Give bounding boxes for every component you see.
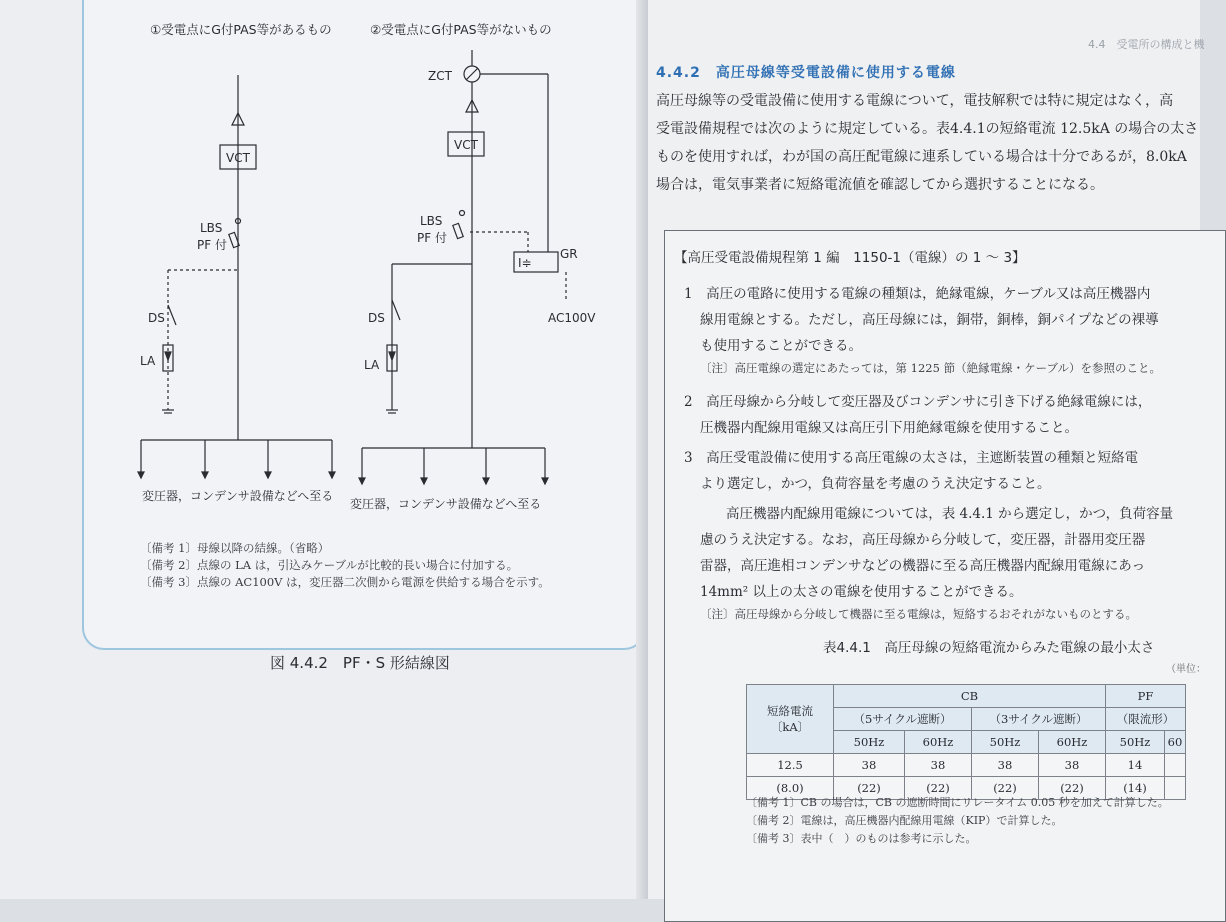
table-cell: (14): [1106, 777, 1165, 800]
table-cell: 38: [905, 754, 972, 777]
relay-symbol: I≑: [518, 256, 532, 270]
row-header-line: 短絡電流: [767, 704, 813, 718]
regulation-line: 線用電線とする。ただし，高圧母線には，銅帯，銅棒，銅パイプなどの裸導: [700, 312, 1159, 328]
regulation-line: 2 高圧母線から分岐して変圧器及びコンデンサに引き下げる絶縁電線には，: [684, 394, 1152, 410]
ds-label: DS: [148, 311, 165, 325]
lbs-label: LBS: [200, 221, 223, 235]
body-line: ものを使用すれば，わが国の高圧配電線に連系している場合は十分であるが，8.0kA: [656, 149, 1187, 165]
regulation-note: 〔注〕高圧電線の選定にあたっては，第 1225 節（絶縁電線・ケーブル）を参照のこと。: [700, 361, 1162, 375]
la-label: LA: [140, 354, 156, 368]
regulation-line: 圧機器内配線用電線又は高圧引下用絶縁電線を使用すること。: [700, 420, 1078, 436]
regulation-line: も使用することができる。: [700, 338, 862, 354]
figure-notes: [140, 540, 550, 591]
group-header-pf: PF: [1106, 685, 1186, 708]
variant2-label: ②受電点にG付PAS等がないもの: [370, 22, 552, 37]
table-cell: (22): [1039, 777, 1106, 800]
regulation-note: 〔注〕高圧母線から分岐して機器に至る電線は，短絡するおそれがないものとする。: [700, 607, 1137, 621]
right-page: [648, 0, 1206, 899]
table-cell: (22): [905, 777, 972, 800]
ac100v-label: AC100V: [548, 311, 596, 325]
variant1-label: ①受電点にG付PAS等があるもの: [150, 22, 332, 37]
zct-label: ZCT: [428, 69, 452, 83]
body-line: 場合は，電気事業者に短絡電流値を確認してから選択することになる。: [656, 177, 1104, 193]
figure-note: 〔備考 2〕点線の LA は，引込みケーブルが比較的長い場合に付加する。: [140, 558, 519, 572]
gr-label: GR: [560, 247, 578, 261]
freq-header: 50Hz: [834, 731, 905, 754]
sub-header: （限流形）: [1106, 708, 1186, 731]
sub-header: （5サイクル遮断）: [834, 708, 972, 731]
regulation-line: 3 高圧受電設備に使用する高圧電線の太さは，主遮断装置の種類と短絡電: [684, 450, 1139, 466]
lbs-label-2: LBS: [420, 214, 443, 228]
figure-note: 〔備考 3〕点線の AC100V は，変圧器二次側から電源を供給する場合を示す。: [140, 575, 550, 589]
table-note: 〔備考 3〕表中（ ）のものは参考に示した。: [746, 832, 977, 845]
pf-label: PF 付: [197, 238, 227, 252]
table-unit: （単位：: [1166, 664, 1206, 675]
group-header-cb: CB: [834, 685, 1106, 708]
table-cell: 38: [972, 754, 1039, 777]
table-note: 〔備考 2〕電線は，高圧機器内配線用電線（KIP）で計算した。: [746, 814, 1063, 827]
freq-header: 50Hz: [1106, 731, 1165, 754]
body-line: 受電設備規程では次のように規定している。表4.4.1の短絡電流 12.5kA の場合の太さ: [656, 121, 1199, 137]
table-row: [747, 754, 1186, 777]
la-label-2: LA: [364, 358, 380, 372]
row-header-line: 〔kA〕: [770, 720, 810, 734]
row-header-cell: [747, 685, 834, 754]
table-cell: 14: [1106, 754, 1165, 777]
freq-header: 60Hz: [1039, 731, 1106, 754]
vct-label-2: VCT: [454, 138, 478, 152]
table-note: 〔備考 1〕CB の場合は，CB の遮断時間にリレータイム 0.05 秒を加えて計算した。: [746, 796, 1169, 809]
regulation-line: 14mm² 以上の太さの電線を使用することができる。: [700, 584, 1023, 600]
freq-header: 50Hz: [972, 731, 1039, 754]
regulation-line: 慮のうえ決定する。なお，高圧母線から分岐して，変圧器，計器用変圧器: [700, 532, 1146, 548]
table-cell: [1165, 754, 1186, 777]
table-cell: 12.5: [747, 754, 834, 777]
table-notes: [746, 794, 1169, 848]
feeder-caption-1: 変圧器，コンデンサ設備などへ至る: [142, 489, 334, 503]
table-cell: 38: [834, 754, 905, 777]
figure-title: 図 4.4.2 PF・S 形結線図: [270, 654, 450, 672]
sub-header: （3サイクル遮断）: [972, 708, 1106, 731]
regulation-line: 高圧機器内配線用電線については，表 4.4.1 から選定し，かつ，負荷容量: [726, 506, 1174, 522]
table-cell: (8.0): [747, 777, 834, 800]
freq-header: 60: [1165, 731, 1186, 754]
min-wire-size-table: [746, 684, 1186, 800]
table-cell: (22): [972, 777, 1039, 800]
variant1-diagram: [138, 75, 335, 503]
variant2-diagram: [350, 50, 596, 511]
regulation-title: 【高圧受電設備規程第 1 編 1150-1（電線）の 1 ～ 3】: [674, 250, 1026, 266]
feeder-caption-2: 変圧器，コンデンサ設備などへ至る: [350, 497, 542, 511]
pf-label-2: PF 付: [417, 231, 447, 245]
vct-label: VCT: [226, 151, 250, 165]
ds-label-2: DS: [368, 311, 385, 325]
running-head: 4.4 受電所の構成と機: [1088, 38, 1205, 51]
section-heading: 4.4.2 高圧母線等受電設備に使用する電線: [656, 65, 956, 81]
table-caption: 表4.4.1 高圧母線の短絡電流からみた電線の最小太さ: [823, 640, 1155, 656]
figure-note: 〔備考 1〕母線以降の結線。（省略）: [140, 541, 330, 555]
freq-header: 60Hz: [905, 731, 972, 754]
regulation-line: 1 高圧の電路に使用する電線の種類は，絶縁電線，ケーブル又は高圧機器内: [684, 286, 1151, 302]
regulation-line: より選定し，かつ，負荷容量を考慮のうえ決定すること。: [700, 476, 1051, 492]
body-line: 高圧母線等の受電設備に使用する電線について，電技解釈では特に規定はなく，高: [656, 93, 1174, 109]
regulation-line: 雷器，高圧進相コンデンサなどの機器に至る高圧機器内配線用電線にあっ: [700, 558, 1146, 574]
table-cell: (22): [834, 777, 905, 800]
table-cell: 38: [1039, 754, 1106, 777]
